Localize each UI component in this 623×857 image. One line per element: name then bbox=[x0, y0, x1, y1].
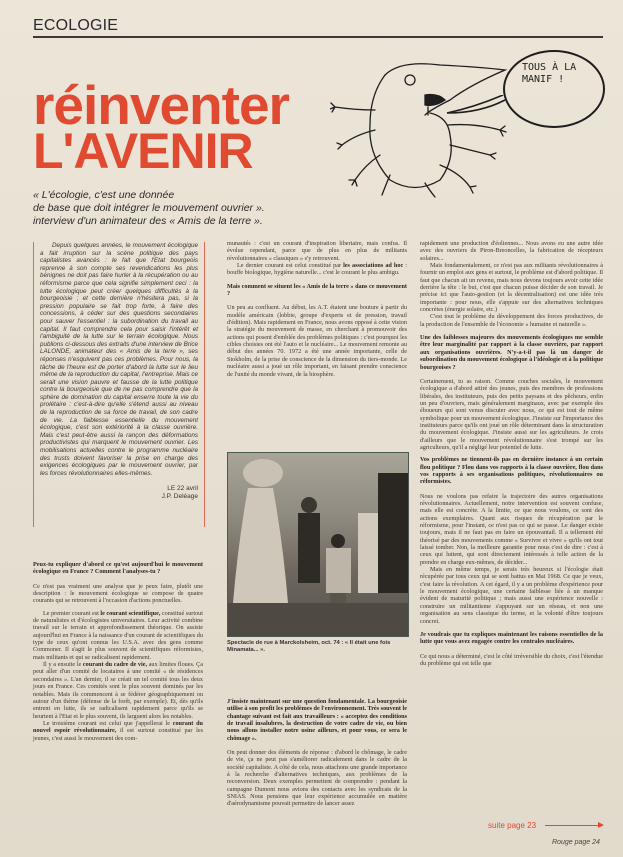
text-run: il est surtout constitué par les jeunes, c'est aussi le mouvement des com- bbox=[33, 727, 203, 742]
photo-caption: Spectacle de rue à Marckolsheim, oct. 74 : « Il était une fois Minamata... ». bbox=[227, 640, 391, 653]
page-folio: Rouge page 24 bbox=[552, 839, 600, 846]
body-paragraph: Certainement, tu as raison. Comme couches sociales, le mouvement écologique a d'abord attiré des jeunes, puis des membres de professions libérales, des instituteurs, puis des petits paysans et des pêcheurs, enfin un peu d'ouvriers, mais généralement marginaux, avec par exemple des éboueurs qui sont venus discuter avec nous, ce qui est tout de même symbolique pour un mouvement écologique. J'insiste sur l'importance des instituteurs parce qu'ils ont joué un rôle déterminant dans la structuration du mouvement écologique. J'insiste aussi sur les agriculteurs. Je crois d'ailleurs que le mouvement révolutionnaire s'est trompé sur les agriculteurs, qu'il a négligé leur potentiel de lutte. bbox=[420, 377, 603, 451]
text-run: : bouffe biologique, hygiène naturelle... c'est le courant le plus ambigu. bbox=[227, 262, 407, 277]
interview-question: Je voudrais que tu expliques maintenant les raisons essentielles de la lutte que vous avez engagée contre les centrales nucléaires. bbox=[420, 630, 603, 646]
body-paragraph bbox=[227, 262, 407, 277]
interview-question: Peux-tu expliquer d'abord ce qu'est aujourd'hui le mouvement écologique en France ? Comment l'analyses-tu ? bbox=[33, 561, 203, 576]
text-run: constitué surtout de naturalistes et d'écologistes universitaires. Leur activité combine travail sur le terrain et approfondissement théorique. On assiste aujourd'hui en France à la naissance d'un courant de scientifiques du type de ceux qu'ont connus les U.S.A. avec des gens comme Commoner. Il s'agit le plus souvent de scientifiques réformistes, mais militants et qui se radicalisent rapidement. bbox=[33, 609, 203, 661]
text-run: Le troisième courant est celui que j'appellerai le bbox=[43, 719, 173, 727]
body-paragraph: rapidement une production d'éoliennes... Nous avons eu une autre idée avec des ouvriers de Piron-Breoncelles, la fabrication de récepteurs solaires... bbox=[420, 240, 603, 262]
column-2-bottom bbox=[227, 694, 407, 813]
signature bbox=[40, 485, 198, 501]
body-paragraph: On peut donner des éléments de réponse : d'abord le chômage, le cadre de vie, ça ne peut pas s'améliorer radicalement dans le cadre de la société capitaliste. A côté de cela, nous attachons une grande importance à la recherche d'alternatives techniques, aux problèmes de la reconversion. Deux exemples permettent de comprendre : pendant la campagne Dumont nous avions des contacts avec les syndicats de la SNIAS. Nous pensions que leur expérience accumulée en matière d'aérodynamisme pouvait permettre de lancer assez bbox=[227, 749, 407, 808]
body-paragraph: Ce qui nous a déterminé, c'est le côté irréversible du choix, c'est l'étendue du problème qui est telle que bbox=[420, 652, 603, 667]
lede-line: « L'écologie, c'est une donnée bbox=[33, 189, 175, 201]
column-3 bbox=[420, 240, 603, 672]
text-run: Le premier courant est bbox=[43, 609, 101, 617]
headline-line-2: L'AVENIR bbox=[33, 123, 253, 179]
lede-line: de base que doit intégrer le mouvement ouvrier ». bbox=[33, 202, 265, 214]
column-1 bbox=[33, 557, 203, 742]
intro-paragraph: Depuis quelques années, le mouvement écologique a fait irruption sur la scène politique des pays capitalistes avancés : le fait que l'Etat bourgeois reprenne à son compte ses revendications les plus bénignes ne doit pas faire hurler à la récupération ou au réformisme parce que cela signifie simplement ceci : la lutte écologique peut créer quelques difficultés à la bourgeoisie ; et cette dernière n'hésitera pas, si la pression populaire se fait trop forte, à faire des concessions, à céder sur des questions secondaires pour sauver l'essentiel : la subordination du travail au capital. Il faut comprendre cela pour saisir l'intérêt et l'ambiguité de la lutte sur le terrain écologique. Nous publions ci-dessous des extraits d'une interview de Brice LALONDE, animateur des « Amis de la terre », ses réponses n'esquivent pas ces problèmes. Pour nous, la tâche de l'heure est de porter d'abord la lutte sur le lieu même de la reproduction du capital, l'entreprise. Mais ce serait une vision pauvre et fausse de la lutte politique contre la bourgeoisie que de ne pas comprendre que la sphère de domination du capital enserre toute la vie du prolétaire : c'est-à-dire qu'elle s'étend aussi au niveau de la reproduction de sa force de travail, de son cadre de vie. La faiblesse essentielle du mouvement écologique, c'est son extériorité à la classe ouvrière. Mais c'est peut-être aussi la rançon des déformations productivistes qui marquent le mouvement ouvrier. Les mobilisations actuelles contre le programme nucléaire des trusts doivent favoriser la prise en charge des exigences écologiques par le mouvement ouvrier, par les forces révolutionnaires elles-mêmes. bbox=[40, 242, 198, 477]
street-theatre-photo bbox=[227, 452, 409, 637]
column-2-top bbox=[227, 240, 407, 383]
emphasis: le courant scientifique, bbox=[100, 609, 161, 617]
body-paragraph: C'est tout le problème du développement des forces productives, de la production de l'ensemble de l'économie « humaine et naturelle ». bbox=[420, 313, 603, 328]
body-paragraph: munautés : c'est un courant d'inspiration libertaire, mais confus. Il évolue cependant, parce que de plus en plus de militants révolutionnaires « classiques » s'y retrouvent. bbox=[227, 240, 407, 262]
interview-question: Mais comment se situent les « Amis de la terre » dans ce mouvement ? bbox=[227, 282, 407, 298]
speech-bubble-text: TOUS À LA MANIF ! bbox=[522, 62, 577, 85]
interview-question: Une des faiblesses majeures des mouvements écologiques me semble être leur marginalité par rapport à la classe ouvrière, par rapport aux organisations ouvrières. N'y-a-t-il pas là un danger de subordination du mouvement écologique à l'idéologie et à la politique bourgeoises ? bbox=[420, 334, 603, 371]
intro-box bbox=[33, 242, 205, 527]
body-paragraph bbox=[33, 720, 203, 742]
text-run: aux limites floues. Ça peut aller d'un comité de locataires à une comité « de résidences secondaires ». L'an dernier, il se créait un tel comité tous les deux jours en France. Ces comités sont le plus souvent dominés par les notables. Mais ils commencent à se fédérer géographiquement ou autour d'un thème (défense de la forêt, par exemple). Et, dès qu'ils entrent en lutte, ils se radicalisent rapidement parce qu'ils se heurtent à l'Etat et le plus souvent, ils larguent alors les notables. bbox=[33, 661, 203, 720]
headline-line-1: réinventer bbox=[33, 74, 289, 136]
arrow-right-icon bbox=[598, 822, 604, 828]
emphasis: courant du nouvel espoir révolutionnaire, bbox=[33, 719, 203, 735]
lede-line: interview d'un animateur des « Amis de la terre ». bbox=[33, 215, 263, 227]
body-paragraph: Un peu au confluent. Au début, les A.T. étaient une bouture à partir du modèle américain (lobbie, groupe d'experts et de pression, travail d'édition). Mais rapidement en France, nous avons opposé à cette vision la stratégie du mouvement de masse, en cherchant à promouvoir des actions qui posent d'emblée des problèmes politiques : c'est pourquoi les cibles choisies ont été l'auto et le nucléaire... Le mouvement remonte au début des années 70. 1972 a été une année importante, celle de Stokholm, de la prise de conscience de la dimension du tiers-monde. Le nucléaire aussi a joué un rôle important, en faisant prendre conscience de l'unité du monde vivant, de la biosphère. bbox=[227, 304, 407, 378]
body-paragraph: Ce n'est pas vraiment une analyse que je peux faire, plutôt une description : le mouvement écologique se compose de quatre courants qui se retrouvent à l'occasion d'actions ponctuelles. bbox=[33, 582, 203, 605]
header-rule bbox=[33, 36, 603, 38]
body-paragraph bbox=[33, 661, 203, 720]
body-paragraph: Nous ne voulons pas refaire la trajectoire des autres organisations révolutionnaires. Actuellement, notre intervention est souvent confuse, mais elle est concrète. A la limite, ce que nous voulons, ce sont des actions exemplaires. Quant aux risques de récupération par le réformisme, pour l'instant, ce n'est pas ce qui se passe. Le danger existe toujours, mais il ne faut pas en faire un épouvantail. Il a tellement été théorisé par des mouvements comme « Survivre et vivre » qu'ils ont tout laissé tomber. Non, la meilleure garantie pour nous c'est de dire : c'est à ceux qui luttent, qui sont directement intéressés à telle action de la prendre en charge eux-mêmes, de décider... bbox=[420, 492, 603, 566]
body-paragraph: Mais fondamentalement, ce n'est pas aux militants révolutionnaires à fournir un emploi aux gens et surtout, le problème est d'abord politique. Il faut que chacun ait un revenu, mais nous devons toujours avoir cette idée derrière la tête : le but, c'est que chacun puisse décider de son travail. Je précise ici que l'auto-gestion (et la décentralisation) est une idée très importante : pour nous, elle s'appuie sur des alternatives techniques concrètes (énergie solaire, etc.) bbox=[420, 262, 603, 314]
interview-question: Vos problèmes ne tiennent-ils pas en dernière instance à un certain flou politique ? Flou dans vos rapports à la classe ouvrière, flou dans vos rapports à ses organisations politiques, révolutionnaires ou réformistes. bbox=[420, 456, 603, 486]
signature-date: LE 22 avril bbox=[167, 485, 198, 493]
body-paragraph: Mais en même temps, je serais très heureux si l'écologie était récupérée par tous ceux qui se sont battus en Mai 1968. Ce que je veux, c'est faire la révolution. A cet égard, il y a un problème d'expérience pour le mouvement écologique, une certaine faiblesse liée à un manque évident de maturité politique ; mais aussi une expérience nouvelle : construire un militantisme s'appuyant sur un réseau, et non une organisation au sens classique du terme, et la volonté d'être toujours concret. bbox=[420, 566, 603, 625]
emphasis: les associations ad hoc bbox=[343, 262, 404, 270]
text-run: Il y a ensuite le bbox=[43, 661, 83, 669]
continued-arrow-line bbox=[545, 825, 600, 826]
interview-question: J'insiste maintenant sur une question fondamentale. La bourgeoisie utilise à son profit les problèmes de l'environnement. Très souvent le chantage suivant est fait aux travailleurs : « acceptez des conditions de travail insalubres, la destruction de votre cadre de vie, ou bien nous allons installer notre usine ailleurs, et pour vous, ce sera le chômage ». bbox=[227, 698, 407, 742]
speech-bubble-tail bbox=[445, 95, 510, 120]
photo-figures bbox=[228, 453, 408, 636]
lede bbox=[33, 189, 265, 228]
body-paragraph bbox=[33, 610, 203, 661]
section-rubric: ECOLOGIE bbox=[33, 17, 119, 34]
emphasis: courant du cadre de vie, bbox=[82, 661, 148, 669]
continued-on-link[interactable]: suite page 23 bbox=[488, 821, 537, 830]
signature-author: J.P. Deléage bbox=[161, 493, 198, 501]
text-run: Le dernier courant est celui constitué par bbox=[237, 262, 344, 270]
mole-cartoon-illustration bbox=[330, 55, 510, 200]
